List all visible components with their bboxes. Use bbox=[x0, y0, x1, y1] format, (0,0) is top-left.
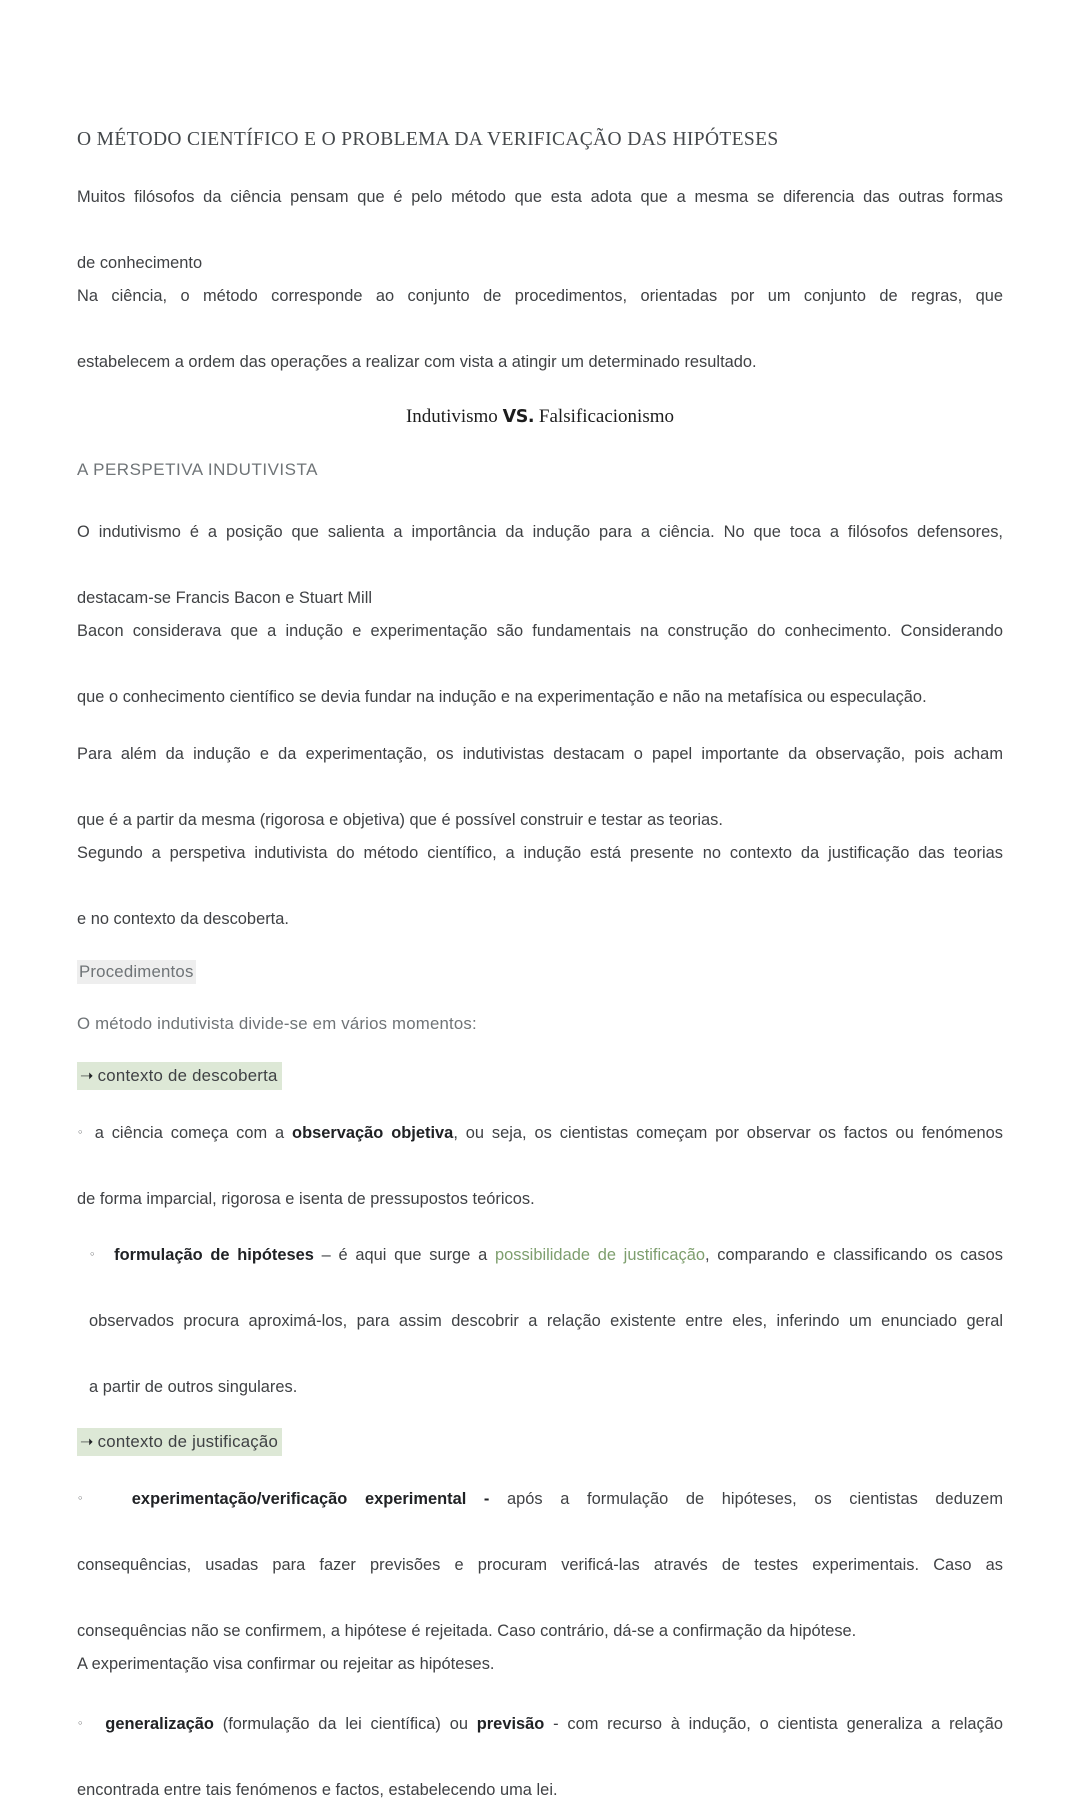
text-bold: previsão bbox=[476, 1715, 545, 1733]
intro-paragraph-2 bbox=[77, 280, 1003, 379]
vs-heading-right: Falsificacionismo bbox=[538, 406, 675, 427]
spacer bbox=[77, 1086, 1003, 1116]
spacer bbox=[77, 1681, 1003, 1707]
contexto-justificacao-badge bbox=[77, 1428, 282, 1456]
text-line: encontrada entre tais fenómenos e factos, estabelecendo uma lei. bbox=[77, 1781, 558, 1799]
vs-heading-left: Indutivismo bbox=[405, 406, 498, 427]
bullet-formulacao-hipoteses bbox=[77, 1238, 1003, 1404]
text-line: Para além da indução e da experimentação, os indutivistas destacam o papel importante da observação, pois acham bbox=[77, 745, 1003, 763]
bullet-glyph-icon: ◦ bbox=[77, 1717, 88, 1730]
page-title: O MÉTODO CIENTÍFICO E O PROBLEMA DA VERIFICAÇÃO DAS HIPÓTESES bbox=[77, 129, 779, 150]
bullet-glyph-icon: ◦ bbox=[77, 1126, 87, 1139]
text-line: A experimentação visa confirmar ou rejeitar as hipóteses. bbox=[77, 1655, 495, 1673]
text-highlight-green: possibilidade de justificação bbox=[494, 1246, 706, 1264]
indutivismo-paragraph-4 bbox=[77, 837, 1003, 936]
bullet-glyph-icon: ◦ bbox=[77, 1492, 97, 1505]
spacer bbox=[77, 480, 1003, 516]
spacer bbox=[77, 1452, 1003, 1482]
text-line: que é a partir da mesma (rigorosa e objetiva) que é possível construir e testar as teorias. bbox=[77, 811, 723, 829]
text-line: destacam-se Francis Bacon e Stuart Mill bbox=[77, 589, 373, 607]
text-line bbox=[89, 1238, 1003, 1305]
text-bold: observação objetiva bbox=[292, 1124, 454, 1142]
text-fragment: após a formulação de hipóteses, os cientistas deduzem bbox=[489, 1490, 1003, 1508]
text-line bbox=[77, 1116, 1003, 1183]
contexto-descoberta-badge bbox=[77, 1062, 282, 1090]
text-line: O indutivismo é a posição que salienta a importância da indução para a ciência. No que toca a filósofos defensores, bbox=[77, 523, 1003, 541]
spacer bbox=[77, 153, 1003, 181]
procedimentos-intro: O método indutivista divide-se em vários momentos: bbox=[77, 1014, 477, 1033]
contexto-descoberta-label: contexto de descoberta bbox=[97, 1066, 278, 1085]
contexto-justificacao-label: contexto de justificação bbox=[97, 1432, 279, 1451]
bullet-experimentacao-verificacao bbox=[77, 1482, 1003, 1681]
text-fragment: a ciência começa com a bbox=[94, 1124, 293, 1142]
spacer bbox=[77, 714, 1003, 738]
section-heading-perspetiva-indutivista: A PERSPETIVA INDUTIVISTA bbox=[77, 460, 318, 479]
text-line: Na ciência, o método corresponde ao conjunto de procedimentos, orientadas por um conjunto de regras, que bbox=[77, 287, 1003, 305]
contexto-descoberta-row bbox=[77, 1066, 1003, 1086]
text-line: e no contexto da descoberta. bbox=[77, 910, 289, 928]
text-line bbox=[77, 1707, 1003, 1774]
text-fragment: - com recurso à indução, o cientista generaliza a relação bbox=[544, 1715, 1003, 1733]
spacer bbox=[77, 1216, 1003, 1238]
text-line: Bacon considerava que a indução e experimentação são fundamentais na construção do conhecimento. Considerando bbox=[77, 622, 1003, 640]
text-line: de conhecimento bbox=[77, 254, 203, 272]
indutivismo-paragraph-3 bbox=[77, 738, 1003, 837]
text-line: de forma imparcial, rigorosa e isenta de pressupostos teóricos. bbox=[77, 1190, 535, 1208]
text-line: consequências, usadas para fazer previsões e procuram verificá-las através de testes experimentais. Caso as bbox=[77, 1556, 1003, 1574]
vs-heading-middle: VS. bbox=[502, 407, 535, 427]
procedimentos-label: Procedimentos bbox=[77, 960, 196, 984]
text-line: observados procura aproximá-los, para assim descobrir a relação existente entre eles, inferindo um enunciado geral bbox=[89, 1312, 1003, 1330]
intro-paragraph-1 bbox=[77, 181, 1003, 280]
bullet-generalizacao-previsao bbox=[77, 1707, 1003, 1807]
procedimentos-label-row bbox=[77, 962, 1003, 982]
text-fragment: (formulação da lei científica) ou bbox=[213, 1715, 477, 1733]
indutivismo-paragraph-1 bbox=[77, 516, 1003, 615]
text-line: que o conhecimento científico se devia fundar na indução e na experimentação e não na metafísica ou especulação. bbox=[77, 688, 927, 706]
contexto-justificacao-row bbox=[77, 1432, 1003, 1452]
text-fragment: , comparando e classificando os casos bbox=[705, 1246, 1003, 1264]
text-bold: experimentação/verificação experimental - bbox=[131, 1490, 490, 1508]
text-bold: formulação de hipóteses bbox=[114, 1246, 314, 1264]
text-bold: generalização bbox=[105, 1715, 214, 1733]
indutivismo-paragraph-2 bbox=[77, 615, 1003, 714]
text-line: estabelecem a ordem das operações a realizar com vista a atingir um determinado resultado. bbox=[77, 353, 757, 371]
text-line bbox=[77, 1482, 1003, 1549]
spacer bbox=[77, 982, 1003, 1014]
spacer bbox=[77, 428, 1003, 460]
vs-heading bbox=[77, 379, 1003, 428]
text-fragment: , ou seja, os cientistas começam por observar os factos ou fenómenos bbox=[453, 1124, 1003, 1142]
text-fragment: – é aqui que surge a bbox=[313, 1246, 495, 1264]
arrow-right-icon: ➝ bbox=[80, 1432, 94, 1451]
bullet-glyph-icon: ◦ bbox=[89, 1248, 99, 1261]
spacer bbox=[77, 936, 1003, 962]
text-line: consequências não se confirmem, a hipótese é rejeitada. Caso contrário, dá-se a confirmação da hipótese. bbox=[77, 1622, 857, 1640]
text-line: Segundo a perspetiva indutivista do método científico, a indução está presente no contexto da justificação das teorias bbox=[77, 844, 1003, 862]
bullet-observacao-objetiva bbox=[77, 1116, 1003, 1216]
arrow-right-icon: ➝ bbox=[80, 1066, 94, 1085]
text-line: a partir de outros singulares. bbox=[89, 1378, 298, 1396]
text-line: Muitos filósofos da ciência pensam que é pelo método que esta adota que a mesma se diferencia das outras formas bbox=[77, 188, 1003, 206]
